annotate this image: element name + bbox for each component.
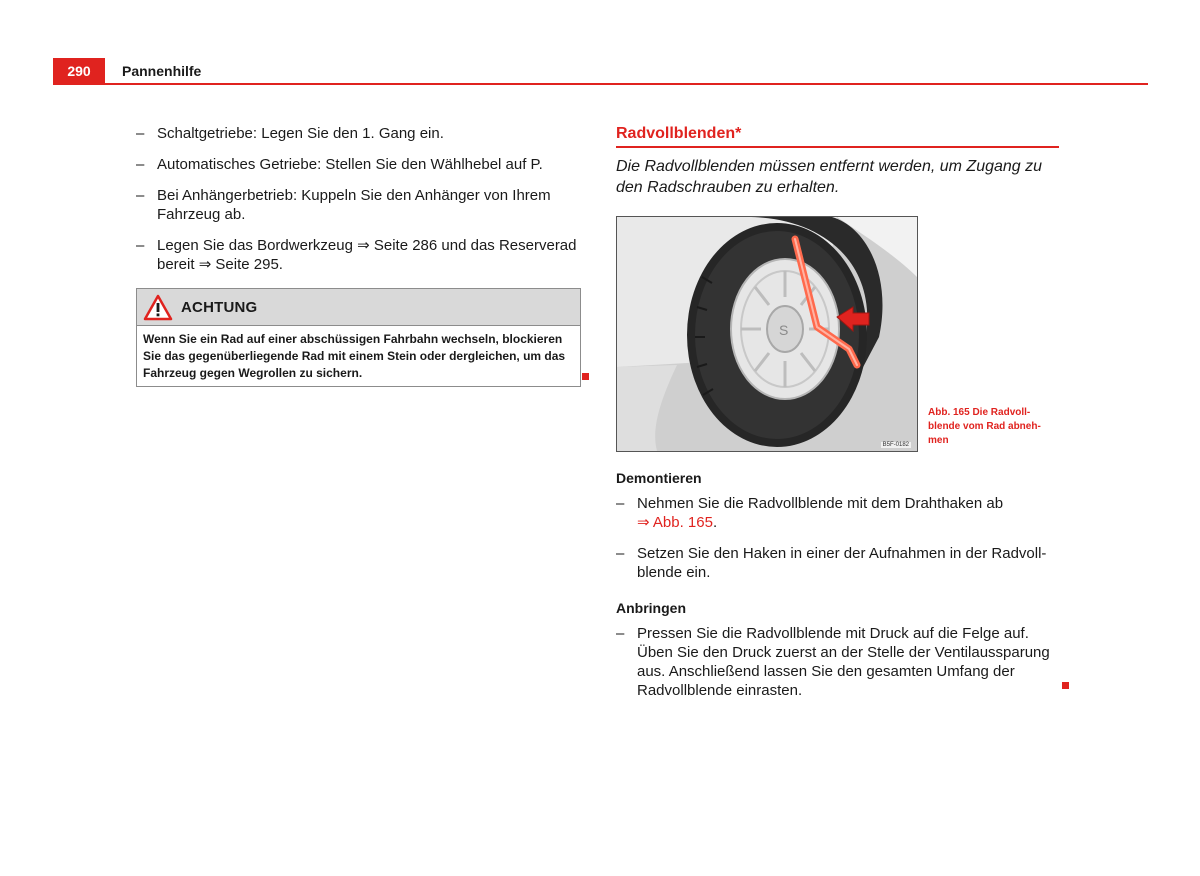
section-title: Radvollblenden* [616,125,742,142]
dash: – [136,125,145,142]
dash: – [136,156,145,173]
list-item [136,236,581,274]
list-item [616,544,1061,582]
figure-caption: Abb. 165 Die Radvollblende vom Rad abnehmen [928,407,1041,446]
page-number: 290 [53,58,105,85]
list-item-text: Nehmen Sie die Radvollblende mit dem Drahthaken ab [637,495,1004,512]
list-item-text: . [712,514,718,531]
list-item [136,124,581,143]
list-item-text: Schaltgetriebe: Legen Sie den 1. Gang ein. [157,125,444,142]
list-item [136,186,581,224]
dash: – [616,545,625,562]
subheading-remove: Demontieren [616,470,702,486]
warning-text: Wenn Sie ein Rad auf einer abschüssigen Fahrbahn wechseln, blockieren Sie das gegenüberliegende Rad mit einem Stein oder dergleichen, um das Fahrzeug gegen Wegrollen zu sichern. [143,332,566,380]
header-rule [53,83,1148,85]
dash: – [616,495,625,512]
dash: – [616,625,625,642]
section-rule [616,146,1059,148]
figure-reference-link[interactable]: ⇒ Abb. 165 [637,514,713,531]
list-item [616,624,1061,700]
warning-header [137,289,580,326]
warning-box [136,288,581,387]
dash: – [136,187,145,204]
list-item-text: Setzen Sie den Haken in einer der Aufnahmen in der Radvollblende ein. [637,545,1047,581]
list-item [616,494,1061,532]
left-column [136,124,581,387]
subheading-install: Anbringen [616,600,686,616]
section-intro: Die Radvollblenden müssen entfernt werden, um Zugang zu den Radschrauben zu erhalten. [616,158,1043,196]
warning-title: ACHTUNG [181,298,258,316]
figure-image [616,216,918,452]
list-item-text: Legen Sie das Bordwerkzeug ⇒ Seite 286 und das Reserverad bereit ⇒ Seite 295. [157,237,577,273]
section-end-marker [582,373,589,380]
section-end-marker [1062,682,1069,689]
chapter-title: Pannenhilfe [122,63,202,79]
warning-triangle-icon [143,294,173,321]
svg-text:S: S [779,322,789,338]
list-item-text: Bei Anhängerbetrieb: Kuppeln Sie den Anhänger von Ihrem Fahrzeug ab. [157,187,551,223]
dash: – [136,237,145,254]
figure-id: B5F-0182 [882,442,909,448]
list-item-text: Automatisches Getriebe: Stellen Sie den Wählhebel auf P. [157,156,543,173]
figure [616,216,1061,452]
list-item [136,155,581,174]
right-column [616,124,1061,712]
list-item-text: Pressen Sie die Radvollblende mit Druck auf die Felge auf. Üben Sie den Druck zuerst an der Stelle der Ventilaussparung aus. Anschließend lassen Sie den gesamten Umfang der Radvollblende einrasten. [637,625,1050,699]
wheel-illustration [617,217,917,451]
